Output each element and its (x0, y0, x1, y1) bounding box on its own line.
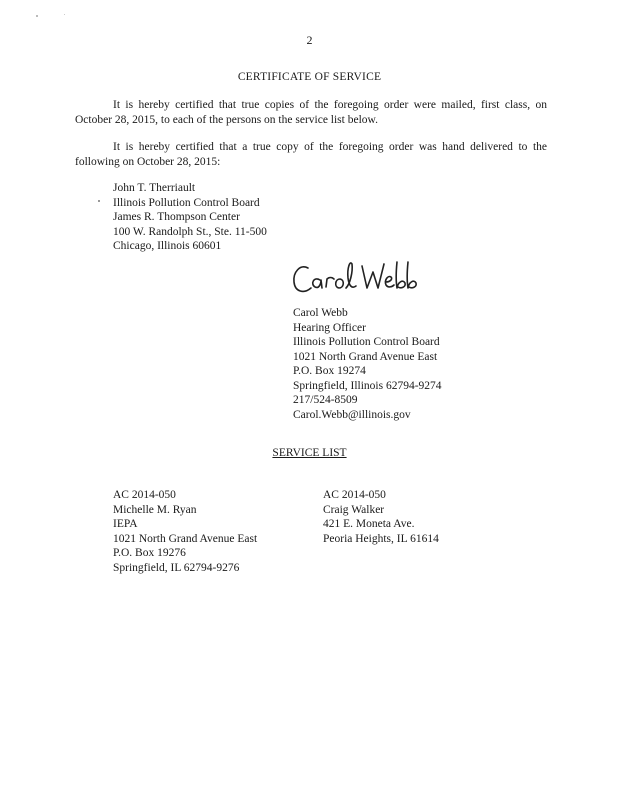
hand-delivery-recipient-address (113, 181, 267, 254)
scan-mark (98, 200, 100, 202)
hearing-officer-signature-block (293, 306, 442, 422)
case-number: AC 2014-050 (113, 489, 176, 501)
hand-delivery-certification-paragraph: It is hereby certified that a true copy of the foregoing order was hand delivered to the following on October 28, 2015: (75, 141, 547, 168)
certificate-title: CERTIFICATE OF SERVICE (237, 71, 382, 83)
officer-po-box: P.O. Box 19274 (293, 365, 366, 377)
officer-email: Carol.Webb@illinois.gov (293, 408, 411, 421)
officer-street: 1021 North Grand Avenue East (293, 350, 438, 363)
page-number: 2 (306, 33, 313, 47)
party-city: Peoria Heights, IL 61614 (323, 532, 439, 545)
party-name: Michelle M. Ryan (113, 503, 197, 516)
party-street: 1021 North Grand Avenue East (113, 532, 258, 545)
recipient-street: 100 W. Randolph St., Ste. 11-500 (113, 225, 267, 238)
service-list-entry (113, 488, 257, 575)
party-city: Springfield, IL 62794-9276 (113, 561, 240, 574)
handwritten-signature (290, 258, 420, 302)
recipient-city: Chicago, Illinois 60601 (113, 240, 222, 252)
party-street: 421 E. Moneta Ave. (323, 518, 415, 530)
officer-organization: Illinois Pollution Control Board (293, 336, 440, 348)
mailing-certification-paragraph: It is hereby certified that true copies of the foregoing order were mailed, first class, on October 28, 2015, to each of the persons on the service list below. (75, 99, 547, 126)
scan-speck (36, 15, 38, 17)
officer-name: Carol Webb (293, 307, 348, 319)
party-name: Craig Walker (323, 503, 385, 516)
officer-city: Springfield, Illinois 62794-9274 (293, 379, 442, 392)
party-organization: IEPA (113, 518, 138, 530)
recipient-organization: Illinois Pollution Control Board (113, 196, 260, 209)
party-po-box: P.O. Box 19276 (113, 547, 186, 559)
recipient-building: James R. Thompson Center (113, 211, 240, 223)
service-list-title: SERVICE LIST (272, 447, 347, 459)
officer-title: Hearing Officer (293, 321, 366, 334)
recipient-name: John T. Therriault (113, 182, 196, 194)
scan-speck (64, 14, 65, 15)
service-list-entry (323, 488, 439, 546)
officer-phone: 217/524-8509 (293, 394, 358, 406)
case-number: AC 2014-050 (323, 489, 386, 501)
